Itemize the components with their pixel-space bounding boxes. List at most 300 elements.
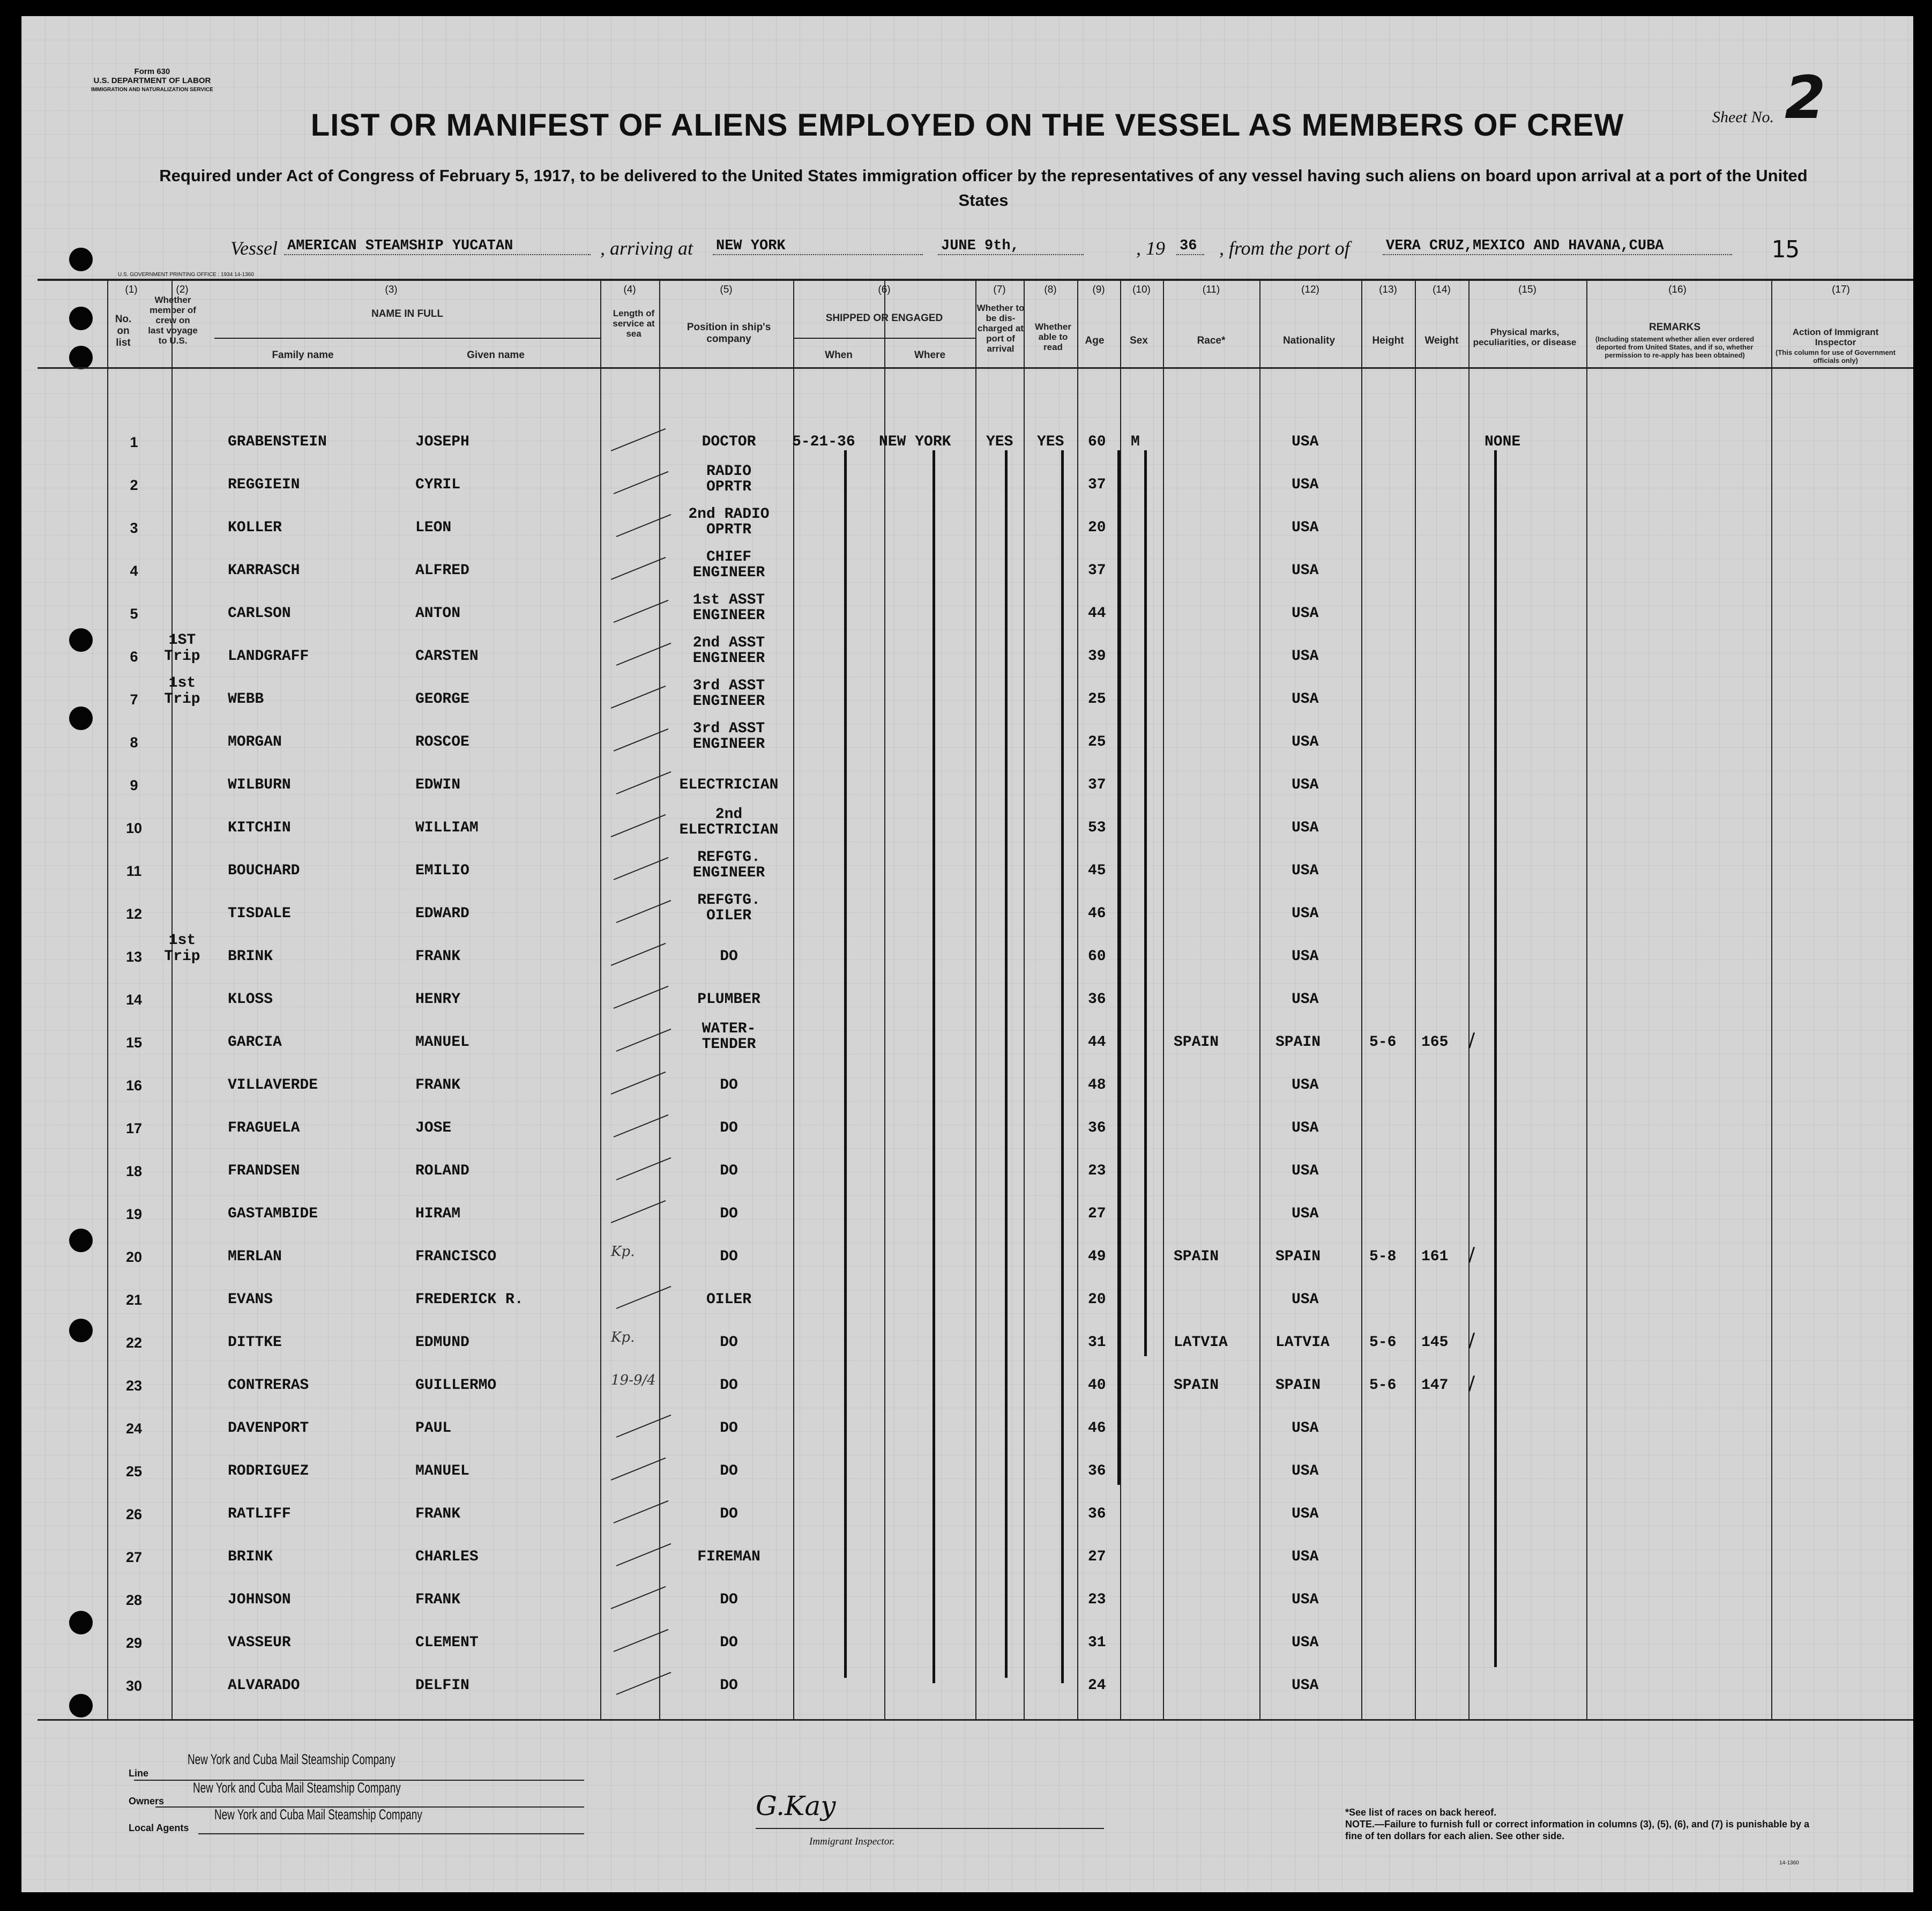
sheet-label: Sheet No.: [1712, 108, 1774, 126]
family-name: BRINK: [228, 1549, 273, 1565]
nationality: USA: [1292, 519, 1319, 536]
row-number: 24: [125, 1421, 143, 1437]
given-name: JOSEPH: [415, 434, 469, 450]
from-label: , from the port of: [1219, 237, 1350, 259]
row-number: 29: [125, 1635, 143, 1651]
nationality: USA: [1292, 1592, 1319, 1608]
printing-office-note: U.S. GOVERNMENT PRINTING OFFICE : 1934 14-1360: [118, 272, 254, 278]
column-divider: [1024, 279, 1025, 1720]
header-discharged: Whether to be dis-charged at port of arrival: [976, 303, 1025, 354]
row-number: 8: [130, 734, 138, 750]
owners-label: Owners: [129, 1796, 165, 1806]
ditto-line: [1061, 450, 1064, 1683]
nationality: USA: [1292, 1163, 1319, 1179]
column-number: (1): [125, 284, 138, 295]
position: DOCTOR: [702, 434, 756, 450]
age: 45: [1088, 862, 1106, 879]
nationality: USA: [1292, 1077, 1319, 1094]
row-number: 21: [125, 1292, 143, 1308]
row-number: 15: [125, 1035, 143, 1051]
ditto-line: [1005, 450, 1008, 1678]
family-name: EVANS: [228, 1291, 273, 1308]
position: DO: [720, 1420, 738, 1437]
penalty-note: NOTE.—Failure to furnish full or correct information in columns (3), (5), (6), and (7) is punishable by a fine of ten dollars for each alien. See other side.: [1345, 1819, 1810, 1841]
given-name: CHARLES: [415, 1549, 479, 1565]
age: 36: [1088, 991, 1106, 1008]
form-number: Form 630: [134, 67, 170, 76]
arriving-label: , arriving at: [600, 237, 693, 259]
column-divider: [600, 279, 601, 1720]
given-name: HIRAM: [415, 1206, 461, 1222]
family-name: FRAGUELA: [228, 1120, 300, 1136]
owners-value: New York and Cuba Mail Steamship Company: [193, 1780, 401, 1796]
position: FIREMAN: [697, 1549, 760, 1565]
physical-marks: NONE: [1485, 434, 1521, 450]
column-number: (7): [993, 284, 1006, 295]
given-name: PAUL: [415, 1420, 452, 1437]
weight: 161: [1421, 1248, 1449, 1265]
column-number: (17): [1832, 284, 1850, 295]
service-stroke: [611, 686, 666, 709]
row-number: 13: [125, 949, 143, 965]
shipped-when: 5-21-36: [792, 434, 855, 450]
age: 36: [1088, 1463, 1106, 1479]
nationality: USA: [1292, 1506, 1319, 1522]
service-stroke: [611, 814, 666, 837]
column-number: (16): [1668, 284, 1687, 295]
inspector-signature: G.Kay: [756, 1790, 836, 1821]
nationality: USA: [1292, 905, 1319, 922]
row-number: 3: [130, 520, 138, 536]
header-remarks-detail: (Including statement whether alien ever ordered deported from United States, and if so, whether permission to re-apply has been obtained): [1595, 335, 1755, 359]
column-number: (4): [623, 284, 636, 295]
given-name: CLEMENT: [415, 1634, 479, 1651]
weight: 165: [1421, 1034, 1449, 1051]
position: DO: [720, 1334, 738, 1351]
page-subtitle: Required under Act of Congress of February 5, 1917, to be delivered to the United States immigration officer by the representatives of any vessel having such aliens on board upon arrival at a port of the United States: [159, 166, 1808, 210]
column-divider: [1586, 279, 1587, 1720]
age: 25: [1088, 691, 1106, 708]
given-name: ALFRED: [415, 562, 469, 579]
given-name: FREDERICK R.: [415, 1291, 524, 1308]
name-subheader-rule: [214, 338, 600, 339]
column-number: (10): [1132, 284, 1151, 295]
voyage-note: 1ST Trip: [164, 632, 200, 665]
given-name: EDWIN: [415, 777, 461, 793]
race: LATVIA: [1174, 1334, 1228, 1351]
service-stroke: [611, 1586, 666, 1609]
position: CHIEF ENGINEER: [692, 549, 765, 581]
service-stroke: [611, 943, 666, 966]
given-name: LEON: [415, 519, 452, 536]
position: DO: [720, 1592, 738, 1608]
family-name: MORGAN: [228, 734, 282, 750]
column-divider: [975, 279, 976, 1720]
family-name: LANDGRAFF: [228, 648, 309, 665]
family-name: KLOSS: [228, 991, 273, 1008]
given-name: FRANK: [415, 948, 461, 965]
weight: 145: [1421, 1334, 1449, 1351]
position: DO: [720, 1463, 738, 1479]
height: 5-6: [1369, 1034, 1397, 1051]
nationality: USA: [1292, 734, 1319, 750]
given-name: FRANK: [415, 1077, 461, 1094]
given-name: ANTON: [415, 605, 461, 622]
header-marks: Physical marks, peculiarities, or disease: [1473, 327, 1577, 347]
given-name: ROLAND: [415, 1163, 469, 1179]
punch-hole: [69, 1694, 93, 1717]
column-number: (15): [1518, 284, 1536, 295]
position: RADIO OPRTR: [706, 463, 751, 495]
nationality: USA: [1292, 605, 1319, 622]
row-number: 28: [125, 1592, 143, 1608]
position: DO: [720, 1163, 738, 1179]
check-mark: /: [1468, 1029, 1475, 1051]
position: DO: [720, 1634, 738, 1651]
row-number: 17: [125, 1120, 143, 1136]
position: DO: [720, 1677, 738, 1694]
page-mark: 15: [1771, 236, 1800, 263]
age: 40: [1088, 1377, 1106, 1394]
given-name: CYRIL: [415, 477, 461, 493]
position: DO: [720, 1077, 738, 1094]
row-number: 10: [125, 820, 143, 836]
ditto-line: [844, 450, 847, 1678]
position: DO: [720, 1506, 738, 1522]
given-name: ROSCOE: [415, 734, 469, 750]
row-number: 12: [125, 906, 143, 922]
ditto-line: [933, 450, 935, 1683]
punch-hole: [69, 248, 93, 271]
punch-hole: [69, 707, 93, 730]
service-stroke: [611, 1072, 666, 1095]
position: OILER: [706, 1291, 751, 1308]
vessel-label: Vessel: [230, 237, 278, 259]
given-name: FRANK: [415, 1592, 461, 1608]
nationality: USA: [1292, 1463, 1319, 1479]
ditto-line: [1117, 450, 1120, 1485]
service-annotation: Kp.: [611, 1329, 635, 1345]
service-stroke: [611, 1200, 666, 1223]
column-divider: [1415, 279, 1416, 1720]
given-name: EDWARD: [415, 905, 469, 922]
family-name: BRINK: [228, 948, 273, 965]
ditto-line: [1144, 450, 1147, 1356]
row-number: 9: [130, 777, 138, 793]
footnotes: [1345, 1806, 1827, 1842]
row-number: 4: [130, 563, 138, 579]
column-divider: [171, 279, 173, 1720]
position: 2nd ELECTRICIAN: [679, 806, 779, 838]
age: 27: [1088, 1206, 1106, 1222]
family-name: KITCHIN: [228, 820, 291, 836]
punch-hole: [69, 628, 93, 652]
nationality: SPAIN: [1275, 1034, 1321, 1051]
header-shipped: SHIPPED OR ENGAGED: [825, 313, 943, 324]
family-name: WILBURN: [228, 777, 291, 793]
column-divider: [1259, 279, 1260, 1720]
position: WATER- TENDER: [702, 1021, 756, 1053]
family-name: TISDALE: [228, 905, 291, 922]
punch-hole: [69, 307, 93, 330]
family-name: GRABENSTEIN: [228, 434, 327, 450]
race: SPAIN: [1174, 1034, 1219, 1051]
header-where: Where: [914, 350, 946, 361]
family-name: WEBB: [228, 691, 264, 708]
given-name: MANUEL: [415, 1463, 469, 1479]
race: SPAIN: [1174, 1248, 1219, 1265]
able-to-read: YES: [1037, 434, 1064, 450]
nationality: USA: [1292, 477, 1319, 493]
column-number: (8): [1044, 284, 1057, 295]
column-number: (14): [1433, 284, 1451, 295]
row-number: 7: [130, 691, 138, 708]
header-read: Whether able to read: [1035, 322, 1071, 352]
column-number: (12): [1301, 284, 1319, 295]
nationality: USA: [1292, 991, 1319, 1008]
department-name: U.S. DEPARTMENT OF LABOR: [93, 76, 211, 85]
column-divider: [884, 279, 885, 1720]
service-stroke: [611, 1458, 666, 1481]
header-name: NAME IN FULL: [371, 308, 444, 319]
row-number: 25: [125, 1463, 143, 1479]
sex: M: [1131, 434, 1140, 450]
age: 39: [1088, 648, 1106, 665]
age: 37: [1088, 777, 1106, 793]
age: 44: [1088, 605, 1106, 622]
voyage-note: 1st Trip: [164, 932, 200, 965]
position: 1st ASST ENGINEER: [692, 592, 765, 624]
service-annotation: 19-9/4: [611, 1372, 656, 1388]
check-mark: /: [1468, 1244, 1475, 1266]
position: 2nd RADIO OPRTR: [688, 506, 770, 538]
row-number: 20: [125, 1249, 143, 1265]
row-number: 23: [125, 1378, 143, 1394]
header-height: Height: [1372, 335, 1404, 346]
check-mark: /: [1468, 1372, 1475, 1394]
nationality: USA: [1292, 434, 1319, 450]
nationality: USA: [1292, 691, 1319, 708]
column-number: (6): [878, 284, 891, 295]
service-stroke: [611, 428, 666, 451]
year-label: , 19: [1136, 237, 1165, 259]
row-number: 11: [126, 863, 142, 879]
column-number: (13): [1379, 284, 1397, 295]
position: 3rd ASST ENGINEER: [692, 678, 765, 710]
family-name: KOLLER: [228, 519, 282, 536]
vessel-line: [230, 237, 1838, 264]
family-name: KARRASCH: [228, 562, 300, 579]
given-name: EMILIO: [415, 862, 469, 879]
column-divider: [1468, 279, 1469, 1720]
row-number: 1: [130, 434, 138, 450]
column-number: (5): [720, 284, 733, 295]
age: 23: [1088, 1163, 1106, 1179]
position: DO: [720, 1120, 738, 1136]
given-name: GEORGE: [415, 691, 469, 708]
given-name: JOSE: [415, 1120, 452, 1136]
ditto-line: [1494, 450, 1497, 1667]
row-number: 26: [125, 1506, 143, 1522]
family-name: VILLAVERDE: [228, 1077, 318, 1094]
given-name: EDMUND: [415, 1334, 469, 1351]
age: 37: [1088, 477, 1106, 493]
row-number: 30: [125, 1678, 143, 1694]
age: 37: [1088, 562, 1106, 579]
header-voyage: Whether member of crew on last voyage to U.S.: [148, 295, 198, 346]
column-number: (3): [385, 284, 398, 295]
nationality: USA: [1292, 1206, 1319, 1222]
height: 5-6: [1369, 1334, 1397, 1351]
age: 49: [1088, 1248, 1106, 1265]
header-weight: Weight: [1424, 335, 1459, 346]
column-divider: [1361, 279, 1362, 1720]
age: 27: [1088, 1549, 1106, 1565]
arrival-year: 36: [1176, 238, 1204, 255]
nationality: USA: [1292, 1420, 1319, 1437]
family-name: REGGIEIN: [228, 477, 300, 493]
agents-value: New York and Cuba Mail Steamship Company: [214, 1806, 422, 1823]
nationality: USA: [1292, 648, 1319, 665]
check-mark: /: [1468, 1329, 1475, 1351]
header-given: Given name: [467, 350, 525, 361]
age: 31: [1088, 1334, 1106, 1351]
nationality: SPAIN: [1275, 1248, 1321, 1265]
column-divider: [1077, 279, 1078, 1720]
family-name: BOUCHARD: [228, 862, 300, 879]
inspector-label: Immigrant Inspector.: [809, 1836, 895, 1847]
row-number: 5: [130, 606, 138, 622]
manifest-page: [21, 16, 1913, 1892]
nationality: USA: [1292, 862, 1319, 879]
position: REFGTG. ENGINEER: [692, 849, 765, 881]
punch-hole: [69, 1229, 93, 1252]
age: 23: [1088, 1592, 1106, 1608]
row-number: 6: [130, 649, 138, 665]
departure-port: VERA CRUZ,MEXICO AND HAVANA,CUBA: [1383, 238, 1732, 255]
family-name: DAVENPORT: [228, 1420, 309, 1437]
nationality: USA: [1292, 948, 1319, 965]
nationality: USA: [1292, 777, 1319, 793]
given-name: WILLIAM: [415, 820, 479, 836]
arrival-date: JUNE 9th,: [938, 238, 1084, 255]
position: PLUMBER: [697, 991, 760, 1008]
form-identifier: [91, 67, 213, 94]
given-name: FRANCISCO: [415, 1248, 497, 1265]
column-number: (11): [1202, 284, 1220, 295]
column-number: (2): [176, 284, 189, 295]
given-name: FRANK: [415, 1506, 461, 1522]
position: DO: [720, 1206, 738, 1222]
age: 20: [1088, 1291, 1106, 1308]
column-divider: [1163, 279, 1164, 1720]
header-position: Position in ship's company: [687, 322, 771, 345]
family-name: CONTRERAS: [228, 1377, 309, 1394]
family-name: CARLSON: [228, 605, 291, 622]
punch-hole: [69, 1319, 93, 1342]
family-name: RATLIFF: [228, 1506, 291, 1522]
age: 53: [1088, 820, 1106, 836]
column-divider: [1120, 279, 1121, 1720]
header-family: Family name: [272, 350, 334, 361]
age: 46: [1088, 1420, 1106, 1437]
family-name: GASTAMBIDE: [228, 1206, 318, 1222]
nationality: USA: [1292, 1291, 1319, 1308]
row-number: 22: [125, 1335, 143, 1351]
punch-hole: [69, 1611, 93, 1634]
position: ELECTRICIAN: [679, 777, 779, 793]
row-number: 2: [130, 477, 138, 493]
given-name: HENRY: [415, 991, 461, 1008]
header-nationality: Nationality: [1282, 335, 1336, 346]
position: 2nd ASST ENGINEER: [692, 635, 765, 667]
header-service: Length of service at sea: [613, 308, 655, 339]
shipped-where: NEW YORK: [879, 434, 951, 450]
header-when: When: [825, 350, 853, 361]
age: 60: [1088, 434, 1106, 450]
age: 36: [1088, 1506, 1106, 1522]
agents-label: Local Agents: [129, 1823, 189, 1833]
age: 44: [1088, 1034, 1106, 1051]
inspector-signature-rule: [756, 1828, 1104, 1829]
header-sex: Sex: [1130, 335, 1148, 346]
given-name: CARSTEN: [415, 648, 479, 665]
header-race: Race*: [1197, 335, 1226, 346]
family-name: GARCIA: [228, 1034, 282, 1051]
line-value: New York and Cuba Mail Steamship Company: [188, 1751, 396, 1767]
header-no: No. on list: [115, 314, 132, 348]
page-title: LIST OR MANIFEST OF ALIENS EMPLOYED ON THE VESSEL AS MEMBERS OF CREW: [310, 108, 1624, 143]
row-number: 19: [125, 1206, 143, 1222]
family-name: ALVARADO: [228, 1677, 300, 1694]
sheet-number: 2: [1785, 63, 1826, 132]
family-name: RODRIGUEZ: [228, 1463, 309, 1479]
given-name: GUILLERMO: [415, 1377, 497, 1394]
nationality: USA: [1292, 1120, 1319, 1136]
header-remarks: REMARKS: [1648, 322, 1701, 333]
family-name: DITTKE: [228, 1334, 282, 1351]
family-name: FRANDSEN: [228, 1163, 300, 1179]
nationality: SPAIN: [1275, 1377, 1321, 1394]
family-name: JOHNSON: [228, 1592, 291, 1608]
voyage-note: 1st Trip: [164, 675, 200, 708]
height: 5-6: [1369, 1377, 1397, 1394]
row-number: 27: [125, 1549, 143, 1565]
age: 46: [1088, 905, 1106, 922]
position: REFGTG. OILER: [697, 892, 760, 924]
age: 24: [1088, 1677, 1106, 1694]
row-number: 16: [125, 1077, 143, 1094]
family-name: VASSEUR: [228, 1634, 291, 1651]
age: 48: [1088, 1077, 1106, 1094]
column-divider: [107, 279, 108, 1720]
column-divider: [1771, 279, 1772, 1720]
row-number: 14: [125, 992, 143, 1008]
footer-agents-rule: [198, 1833, 584, 1834]
age: 20: [1088, 519, 1106, 536]
weight: 147: [1421, 1377, 1449, 1394]
service-name: IMMIGRATION AND NATURALIZATION SERVICE: [91, 87, 213, 93]
race: SPAIN: [1174, 1377, 1219, 1394]
form-code: 14-1360: [1779, 1860, 1799, 1866]
service-annotation: Kp.: [611, 1244, 635, 1260]
header-action: Action of Immigrant Inspector: [1792, 327, 1879, 347]
nationality: USA: [1292, 1677, 1319, 1694]
row-number: 18: [125, 1163, 143, 1179]
arrival-port: NEW YORK: [713, 238, 923, 255]
races-note: *See list of races on back hereof.: [1345, 1807, 1497, 1818]
line-label: Line: [129, 1768, 149, 1779]
